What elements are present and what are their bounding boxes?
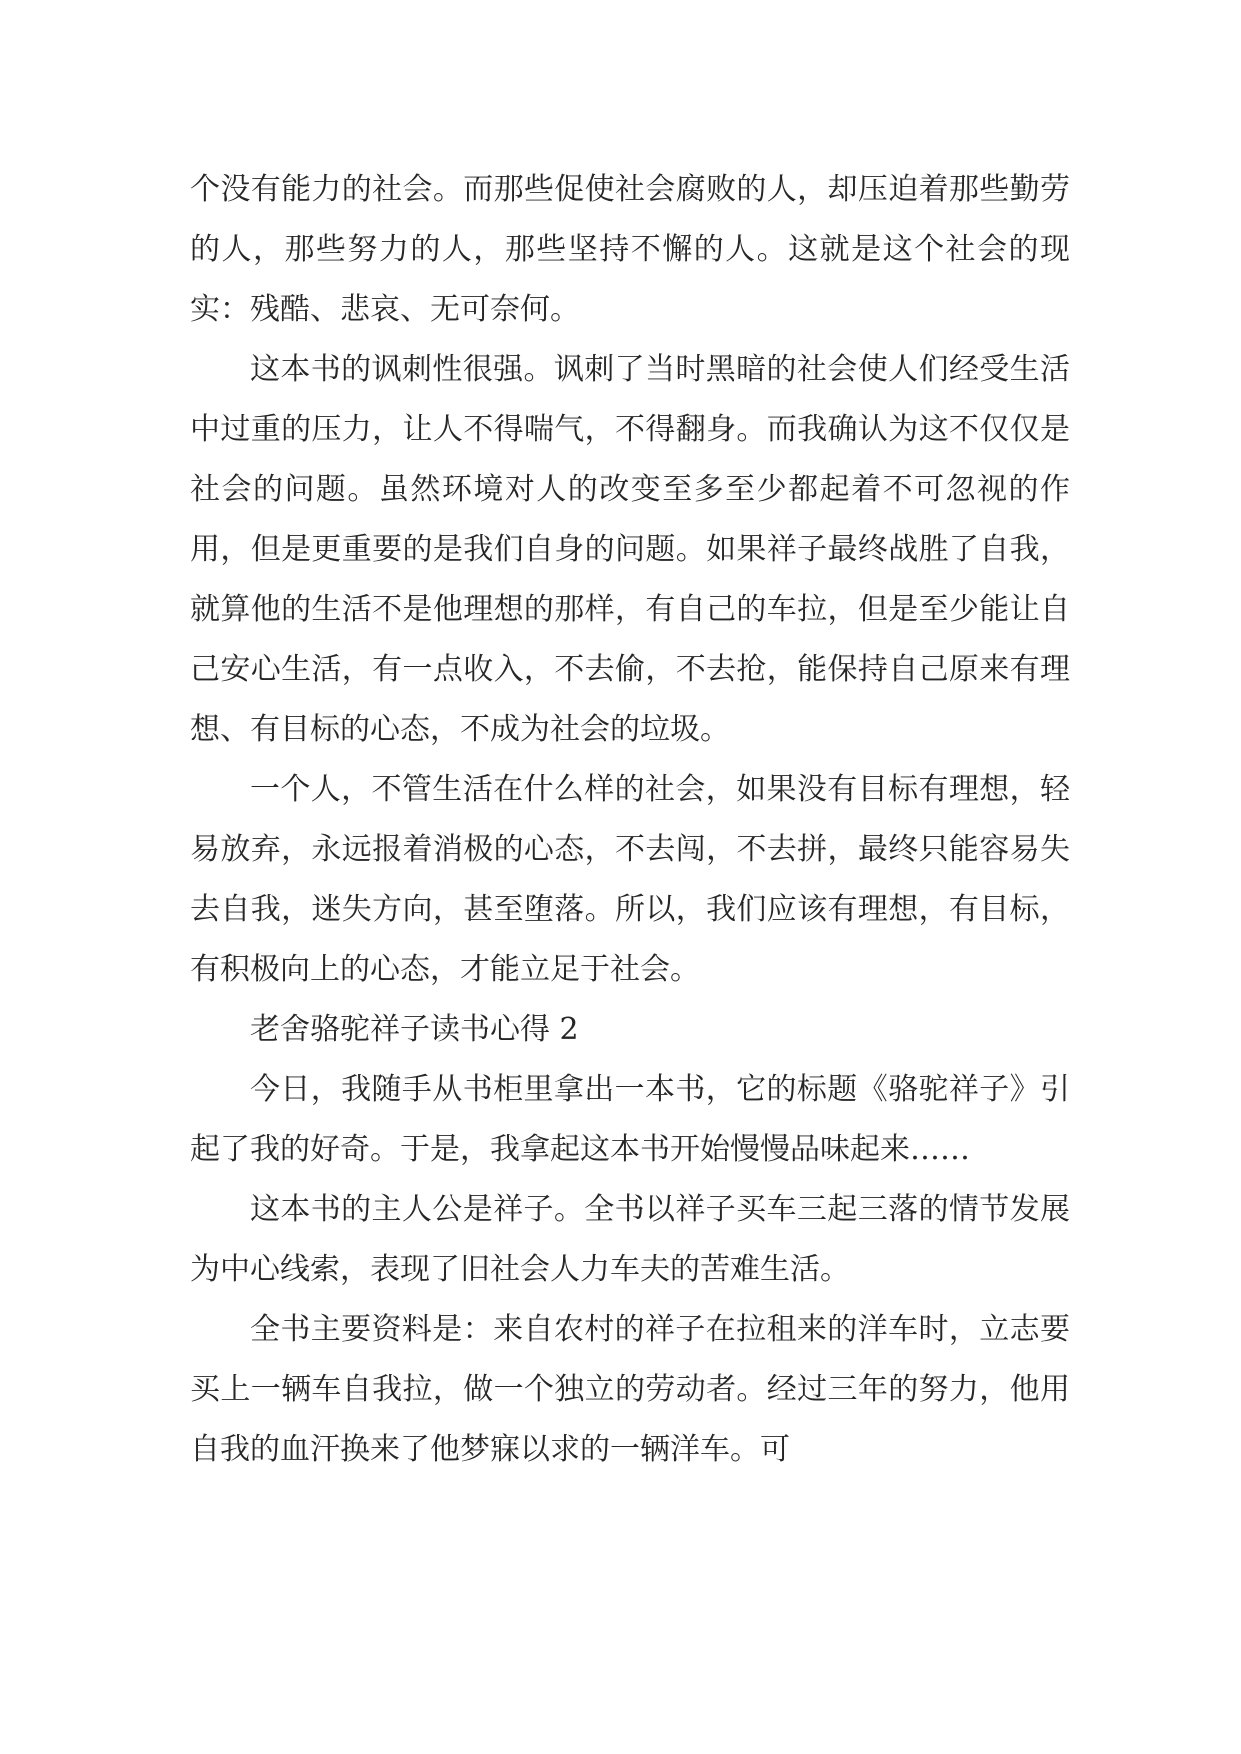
paragraph-protagonist: 这本书的主人公是祥子。全书以祥子买车三起三落的情节发展为中心线索，表现了旧社会人力车夫的苦难生活。: [190, 1192, 1070, 1287]
paragraph-ideals: 一个人，不管生活在什么样的社会，如果没有目标有理想，轻易放弃，永远报着消极的心态，不去闯，不去拼，最终只能容易失去自我，迷失方向，甚至堕落。所以，我们应该有理想，有目标，有积极向上的心态，才能立足于社会。: [190, 772, 1070, 987]
paragraph-summary: 全书主要资料是：来自农村的祥子在拉租来的洋车时，立志要买上一辆车自我拉，做一个独立的劳动者。经过三年的努力，他用自我的血汗换来了他梦寐以求的一辆洋车。可: [190, 1312, 1070, 1467]
paragraph-satire: 这本书的讽刺性很强。讽刺了当时黑暗的社会使人们经受生活中过重的压力，让人不得喘气，不得翻身。而我确认为这不仅仅是社会的问题。虽然环境对人的改变至多至少都起着不可忽视的作用，但是更重要的是我们自身的问题。如果祥子最终战胜了自我，就算他的生活不是他理想的那样，有自己的车拉，但是至少能让自己安心生活，有一点收入，不去偷，不去抢，能保持自己原来有理想、有目标的心态，不成为社会的垃圾。: [190, 352, 1070, 747]
section-heading: 老舍骆驼祥子读书心得 2: [250, 1012, 579, 1047]
document-body: [190, 160, 1070, 1480]
paragraph-intro: 今日，我随手从书柜里拿出一本书，它的标题《骆驼祥子》引起了我的好奇。于是，我拿起这本书开始慢慢品味起来……: [190, 1072, 1070, 1167]
paragraph-continued: 个没有能力的社会。而那些促使社会腐败的人，却压迫着那些勤劳的人，那些努力的人，那些坚持不懈的人。这就是这个社会的现实：残酷、悲哀、无可奈何。: [190, 172, 1070, 327]
